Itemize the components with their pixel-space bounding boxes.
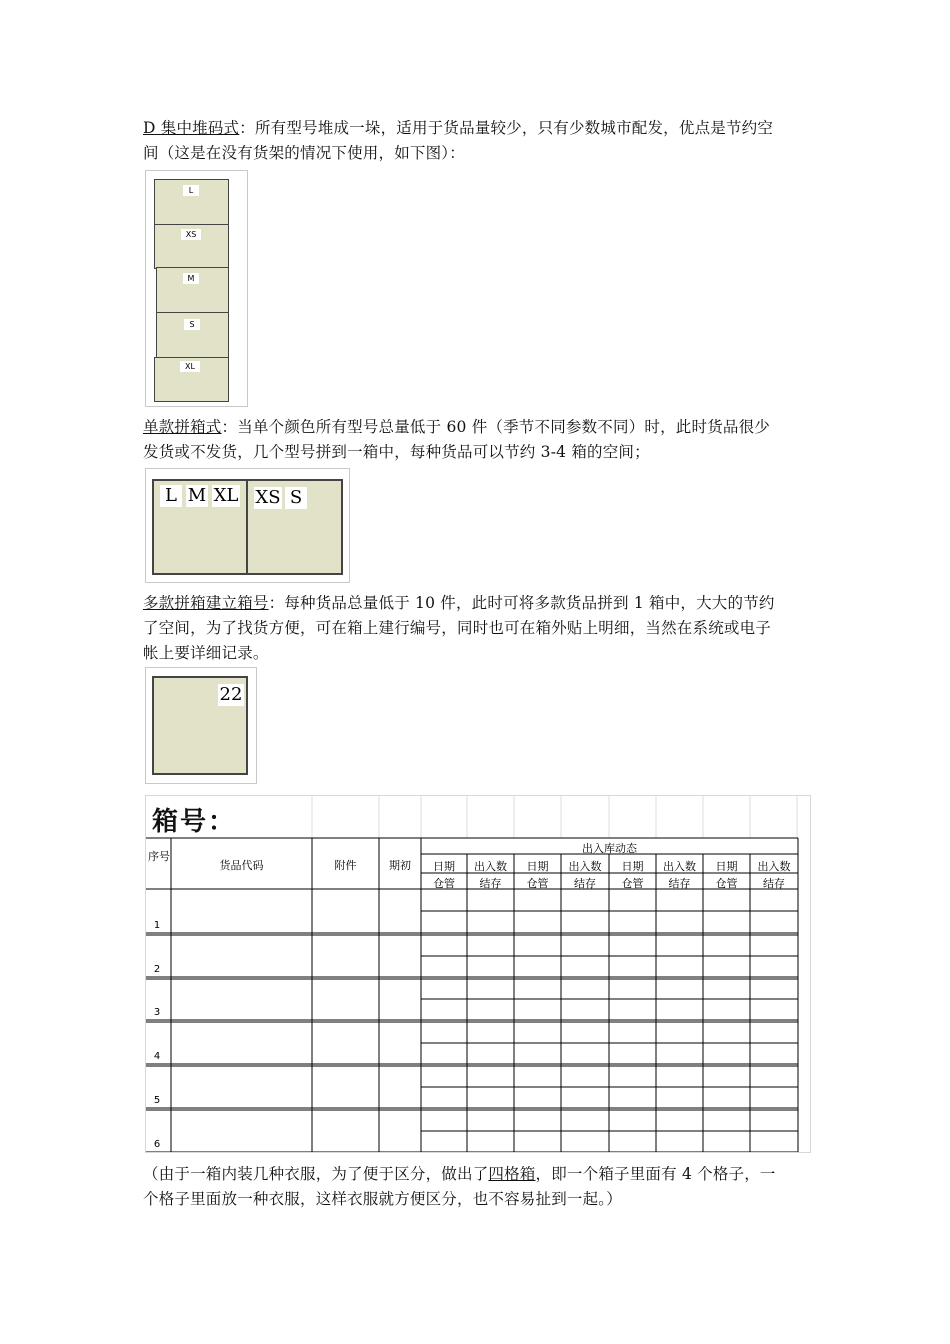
stack-box-5 xyxy=(154,357,229,402)
sub-header-balance: 结存 xyxy=(763,877,785,890)
section-d-line-2: 间（这是在没有货架的情况下使用，如下图）： xyxy=(143,144,465,162)
caption-line-2: 个格子里面放一种衣服，这样衣服就方便区分，也不容易扯到一起。） xyxy=(143,1190,622,1208)
sub-header-balance: 结存 xyxy=(479,877,502,890)
size-tag: M xyxy=(187,485,207,506)
multi-style-box-figure xyxy=(145,667,257,784)
stack-box-2 xyxy=(154,224,229,269)
sub-header-qty: 出入数 xyxy=(757,860,791,873)
sub-header-keeper: 仓管 xyxy=(621,877,644,890)
row-number: 3 xyxy=(153,1007,161,1018)
sub-header-date: 日期 xyxy=(621,860,644,873)
section-multi-paragraph xyxy=(143,591,813,666)
size-tag: XL xyxy=(180,361,200,372)
sub-header-balance: 结存 xyxy=(668,877,691,890)
box-record-form xyxy=(145,795,811,1153)
sub-header-keeper: 仓管 xyxy=(433,877,455,890)
col-header-seq: 序号 xyxy=(148,850,170,863)
section-single-heading: 单款拼箱式 xyxy=(143,418,222,436)
size-tag: S xyxy=(184,319,200,330)
caption-line-1: （由于一箱内装几种衣服，为了便于区分，做出了四格箱，即一个箱子里面有 4 个格子，一 xyxy=(143,1165,776,1183)
section-single-line-2: 发货或不发货，几个型号拼到一箱中，每种货品可以节约 3-4 箱的空间； xyxy=(143,443,650,461)
row-number: 1 xyxy=(153,920,161,931)
size-tag: XL xyxy=(213,485,239,506)
box-number-tag: 22 xyxy=(219,684,243,705)
section-multi-line-3: 帐上要详细记录。 xyxy=(143,644,269,662)
section-multi-heading: 多款拼箱建立箱号 xyxy=(143,594,269,612)
col-header-movement: 出入库动态 xyxy=(582,842,637,855)
sub-header-qty: 出入数 xyxy=(663,860,696,873)
section-single-paragraph xyxy=(143,415,813,465)
row-number: 4 xyxy=(153,1051,161,1062)
section-d-paragraph xyxy=(143,116,813,166)
size-tag: XS xyxy=(255,487,281,508)
numbered-box xyxy=(152,676,248,775)
row-number: 2 xyxy=(153,964,161,975)
size-tag: M xyxy=(183,273,199,284)
section-d-heading: D 集中堆码式 xyxy=(143,119,240,137)
section-single-line-1: 单款拼箱式：当单个颜色所有型号总量低于 60 件（季节不同参数不同）时，此时货品很少 xyxy=(143,418,770,436)
size-tag: XS xyxy=(181,229,201,240)
section-multi-line-2: 了空间，为了找货方便，可在箱上建行编号，同时也可在箱外贴上明细，当然在系统或电子 xyxy=(143,619,772,637)
sub-header-date: 日期 xyxy=(715,860,738,873)
mixed-box xyxy=(152,479,343,575)
section-multi-line-1: 多款拼箱建立箱号：每种货品总量低于 10 件，此时可将多款货品拼到 1 箱中，大大的节约 xyxy=(143,594,775,612)
single-style-box-figure xyxy=(145,468,350,583)
sub-header-keeper: 仓管 xyxy=(715,877,738,890)
col-header-attach: 附件 xyxy=(334,859,357,872)
size-tag: L xyxy=(160,485,182,507)
col-header-code: 货品代码 xyxy=(219,859,264,872)
sub-header-qty: 出入数 xyxy=(568,860,602,873)
sub-header-date: 日期 xyxy=(526,860,549,873)
stacked-boxes-figure xyxy=(145,170,248,407)
stack-box-4 xyxy=(156,312,229,359)
section-d-line-1: D 集中堆码式：所有型号堆成一垛，适用于货品量较少，只有少数城市配发，优点是节约空 xyxy=(143,119,774,137)
four-grid-box-term: 四格箱 xyxy=(488,1165,536,1183)
sub-header-keeper: 仓管 xyxy=(526,877,549,890)
row-number: 6 xyxy=(153,1139,161,1150)
col-header-initial: 期初 xyxy=(389,859,411,872)
sub-header-qty: 出入数 xyxy=(474,860,507,873)
four-grid-box-caption xyxy=(143,1162,813,1212)
stack-box-3 xyxy=(156,267,229,314)
box-divider xyxy=(246,481,248,573)
sub-header-balance: 结存 xyxy=(574,877,596,890)
row-number: 5 xyxy=(153,1095,161,1106)
sub-header-date: 日期 xyxy=(433,860,455,873)
size-tag: L xyxy=(183,185,199,196)
stack-box-1 xyxy=(154,179,229,226)
size-tag: S xyxy=(285,487,307,509)
form-title: 箱号： xyxy=(152,807,237,837)
